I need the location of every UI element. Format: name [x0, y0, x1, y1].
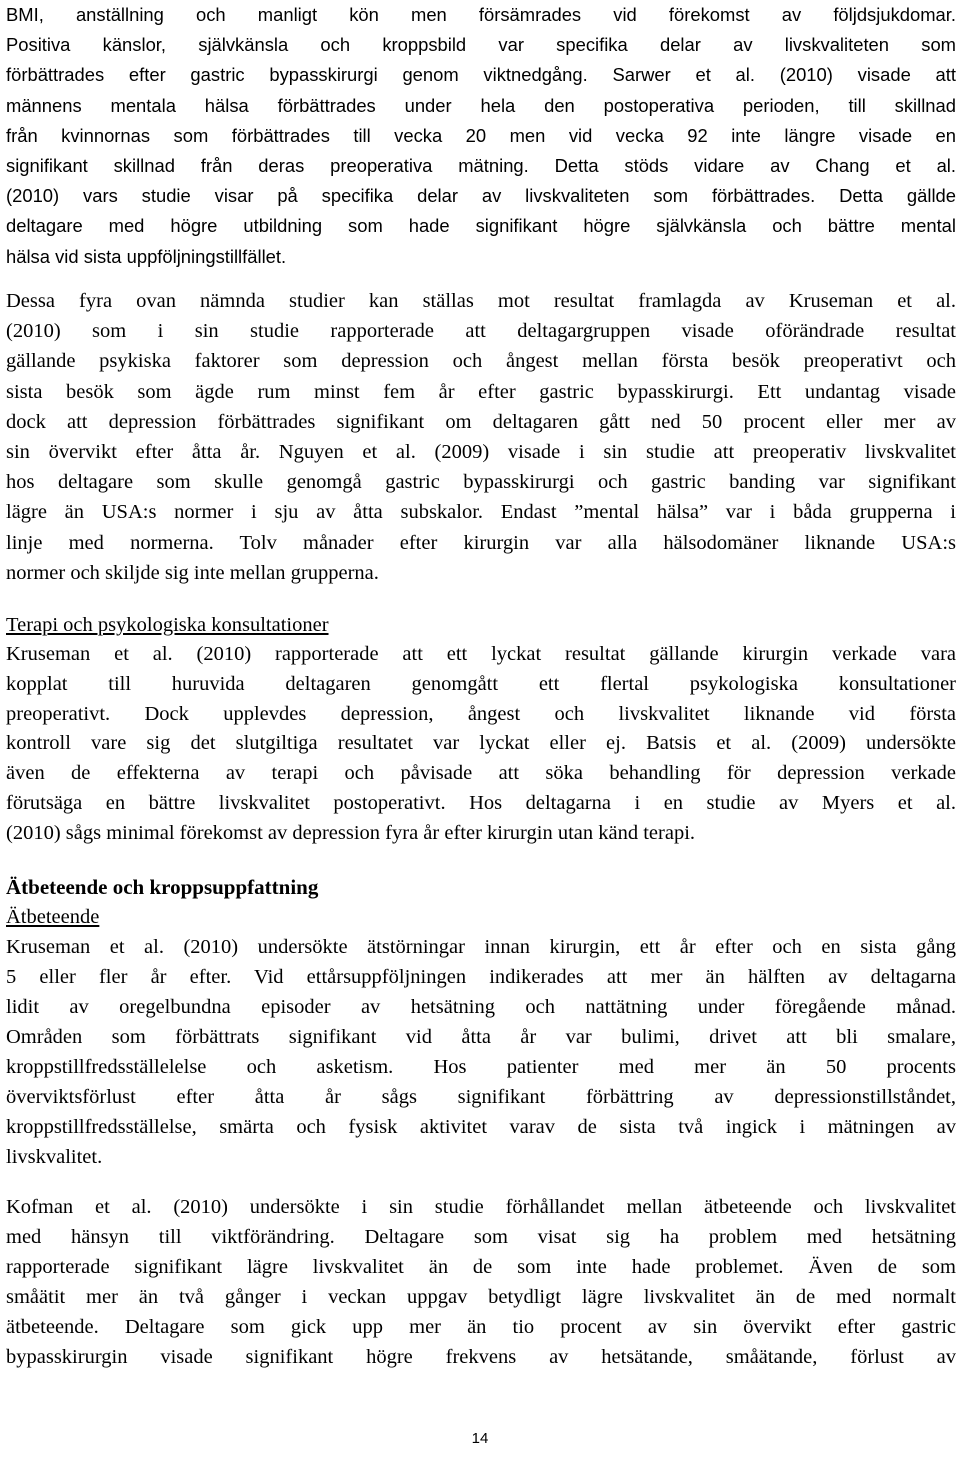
- page-number: 14: [471, 1430, 489, 1447]
- text-line: deltagare med högre utbildning som hade signifikant högre självkänsla och bättre mental: [6, 215, 956, 237]
- text-line: BMI, anställning och manligt kön men försämrades vid förekomst av följdsjukdomar.: [6, 4, 956, 25]
- text-line: Områden som förbättrats signifikant vid åtta år var bulimi, drivet att bli smalare,: [6, 1026, 956, 1048]
- paragraph-atbeteende: [6, 932, 956, 1172]
- section-heading-terapi: Terapi och psykologiska konsultationer: [6, 614, 329, 636]
- text-line: hälsa vid sista uppföljningstillfället.: [6, 245, 287, 267]
- text-line: gällande psykiska faktorer som depression och ångest mellan första besök preoperativt och: [6, 350, 956, 373]
- text-line: Kofman et al. (2010) undersökte i sin studie förhållandet mellan ätbeteende och livskvalitet: [6, 1196, 956, 1218]
- text-line: männens mentala hälsa förbättrades under hela den postoperativa perioden, till skillnad: [6, 94, 956, 116]
- text-line: Dessa fyra ovan nämnda studier kan ställas mot resultat framlagda av Kruseman et al.: [6, 290, 956, 312]
- paragraph-livskvalitet: [6, 0, 956, 272]
- text-line: 5 eller fler år efter. Vid ettårsuppföljningen indikerades att mer än hälften av deltagarna: [6, 966, 956, 988]
- text-line: hos deltagare som skulle genomgå gastric bypasskirurgi och gastric banding var signifikant: [6, 471, 956, 494]
- text-line: signifikant skillnad från deras preoperativa mätning. Detta stöds vidare av Chang et al.: [6, 155, 956, 177]
- text-line: dock att depression förbättrades signifikant om deltagaren gått ned 50 procent eller mer av: [6, 410, 956, 433]
- text-line: preoperativt. Dock upplevdes depression, ångest och livskvalitet liknande vid första: [6, 702, 956, 725]
- text-line: med hänsyn till viktförändring. Deltagare som visat sig ha problem med hetsätning: [6, 1226, 956, 1248]
- subsection-heading-atbeteende: Ätbeteende: [6, 906, 100, 928]
- text-line: kopplat till huruvida deltagaren genomgått ett flertal psykologiska konsultationer: [6, 672, 956, 695]
- text-line: ätbeteende. Deltagare som gick upp mer än tio procent av sin övervikt efter gastric: [6, 1316, 956, 1338]
- text-line: förbättrades efter gastric bypasskirurgi genom viktnedgång. Sarwer et al. (2010) visade att: [6, 64, 956, 86]
- text-line: kroppstillfredsställelelse och asketism. Hos patienter med mer än 50 procents: [6, 1056, 956, 1078]
- text-line: överviktsförlust efter åtta år sågs signifikant förbättring av depressionstillståndet,: [6, 1086, 956, 1108]
- text-line: förutsäga en bättre livskvalitet postoperativt. Hos deltagarna i en studie av Myers et al.: [6, 791, 956, 814]
- text-line: från kvinnornas som förbättrades till vecka 20 men vid vecka 92 inte längre visade en: [6, 124, 956, 146]
- text-line: Kruseman et al. (2010) undersökte ätstörningar innan kirurgin, ett år efter och en sista gång: [6, 936, 956, 958]
- text-line: normer och skiljde sig inte mellan grupperna.: [6, 561, 379, 584]
- text-line: (2010) vars studie visar på specifika delar av livskvaliteten som förbättrades. Detta gällde: [6, 185, 956, 207]
- text-line: Positiva känslor, självkänsla och kroppsbild var specifika delar av livskvaliteten som: [6, 34, 956, 56]
- text-line: Kruseman et al. (2010) rapporterade att ett lyckat resultat gällande kirurgin verkade vara: [6, 643, 956, 665]
- paragraph-kruseman-comparison: [6, 286, 956, 588]
- paragraph-kofman: [6, 1192, 956, 1372]
- text-line: (2010) sågs minimal förekomst av depression fyra år efter kirurgin utan känd terapi.: [6, 821, 696, 844]
- text-line: linje med normerna. Tolv månader efter kirurgin var alla hälsodomäner liknande USA:s: [6, 531, 956, 554]
- text-line: småätit mer än två gånger i veckan uppgav betydligt lägre livskvalitet än de med normalt: [6, 1286, 956, 1308]
- text-line: sista besök som ägde rum minst fem år efter gastric bypasskirurgi. Ett undantag visade: [6, 380, 956, 403]
- text-line: bypasskirurgin visade signifikant högre frekvens av hetsätande, småätande, förlust av: [6, 1346, 956, 1368]
- text-line: lägre än USA:s normer i sju av åtta subskalor. Endast ”mental hälsa” var i båda grupperna i: [6, 501, 956, 524]
- section-heading-atbeteende: Ätbeteende och kroppsuppfattning: [6, 875, 319, 899]
- paragraph-terapi: [6, 640, 956, 849]
- text-line: lidit av oregelbundna episoder av hetsätning och nattätning under föregående månad.: [6, 996, 956, 1018]
- text-line: livskvalitet.: [6, 1146, 103, 1168]
- text-line: kontroll vare sig det slutgiltiga resultatet var lyckat eller ej. Batsis et al. (2009) undersökte: [6, 732, 956, 755]
- text-line: sin övervikt efter åtta år. Nguyen et al. (2009) visade i sin studie att preoperativ livskvalitet: [6, 441, 956, 464]
- text-line: även de effekterna av terapi och påvisade att söka behandling för depression verkade: [6, 762, 956, 785]
- text-line: (2010) som i sin studie rapporterade att deltagargruppen visade oförändrade resultat: [6, 320, 956, 343]
- section-terapi: [6, 610, 956, 849]
- text-line: rapporterade signifikant lägre livskvalitet än de som inte hade problemet. Även de som: [6, 1256, 956, 1278]
- section-atbeteende: [6, 872, 956, 1172]
- text-line: kroppstillfredsställelse, smärta och fysisk aktivitet varav de sista två ingick i mätningen av: [6, 1116, 956, 1138]
